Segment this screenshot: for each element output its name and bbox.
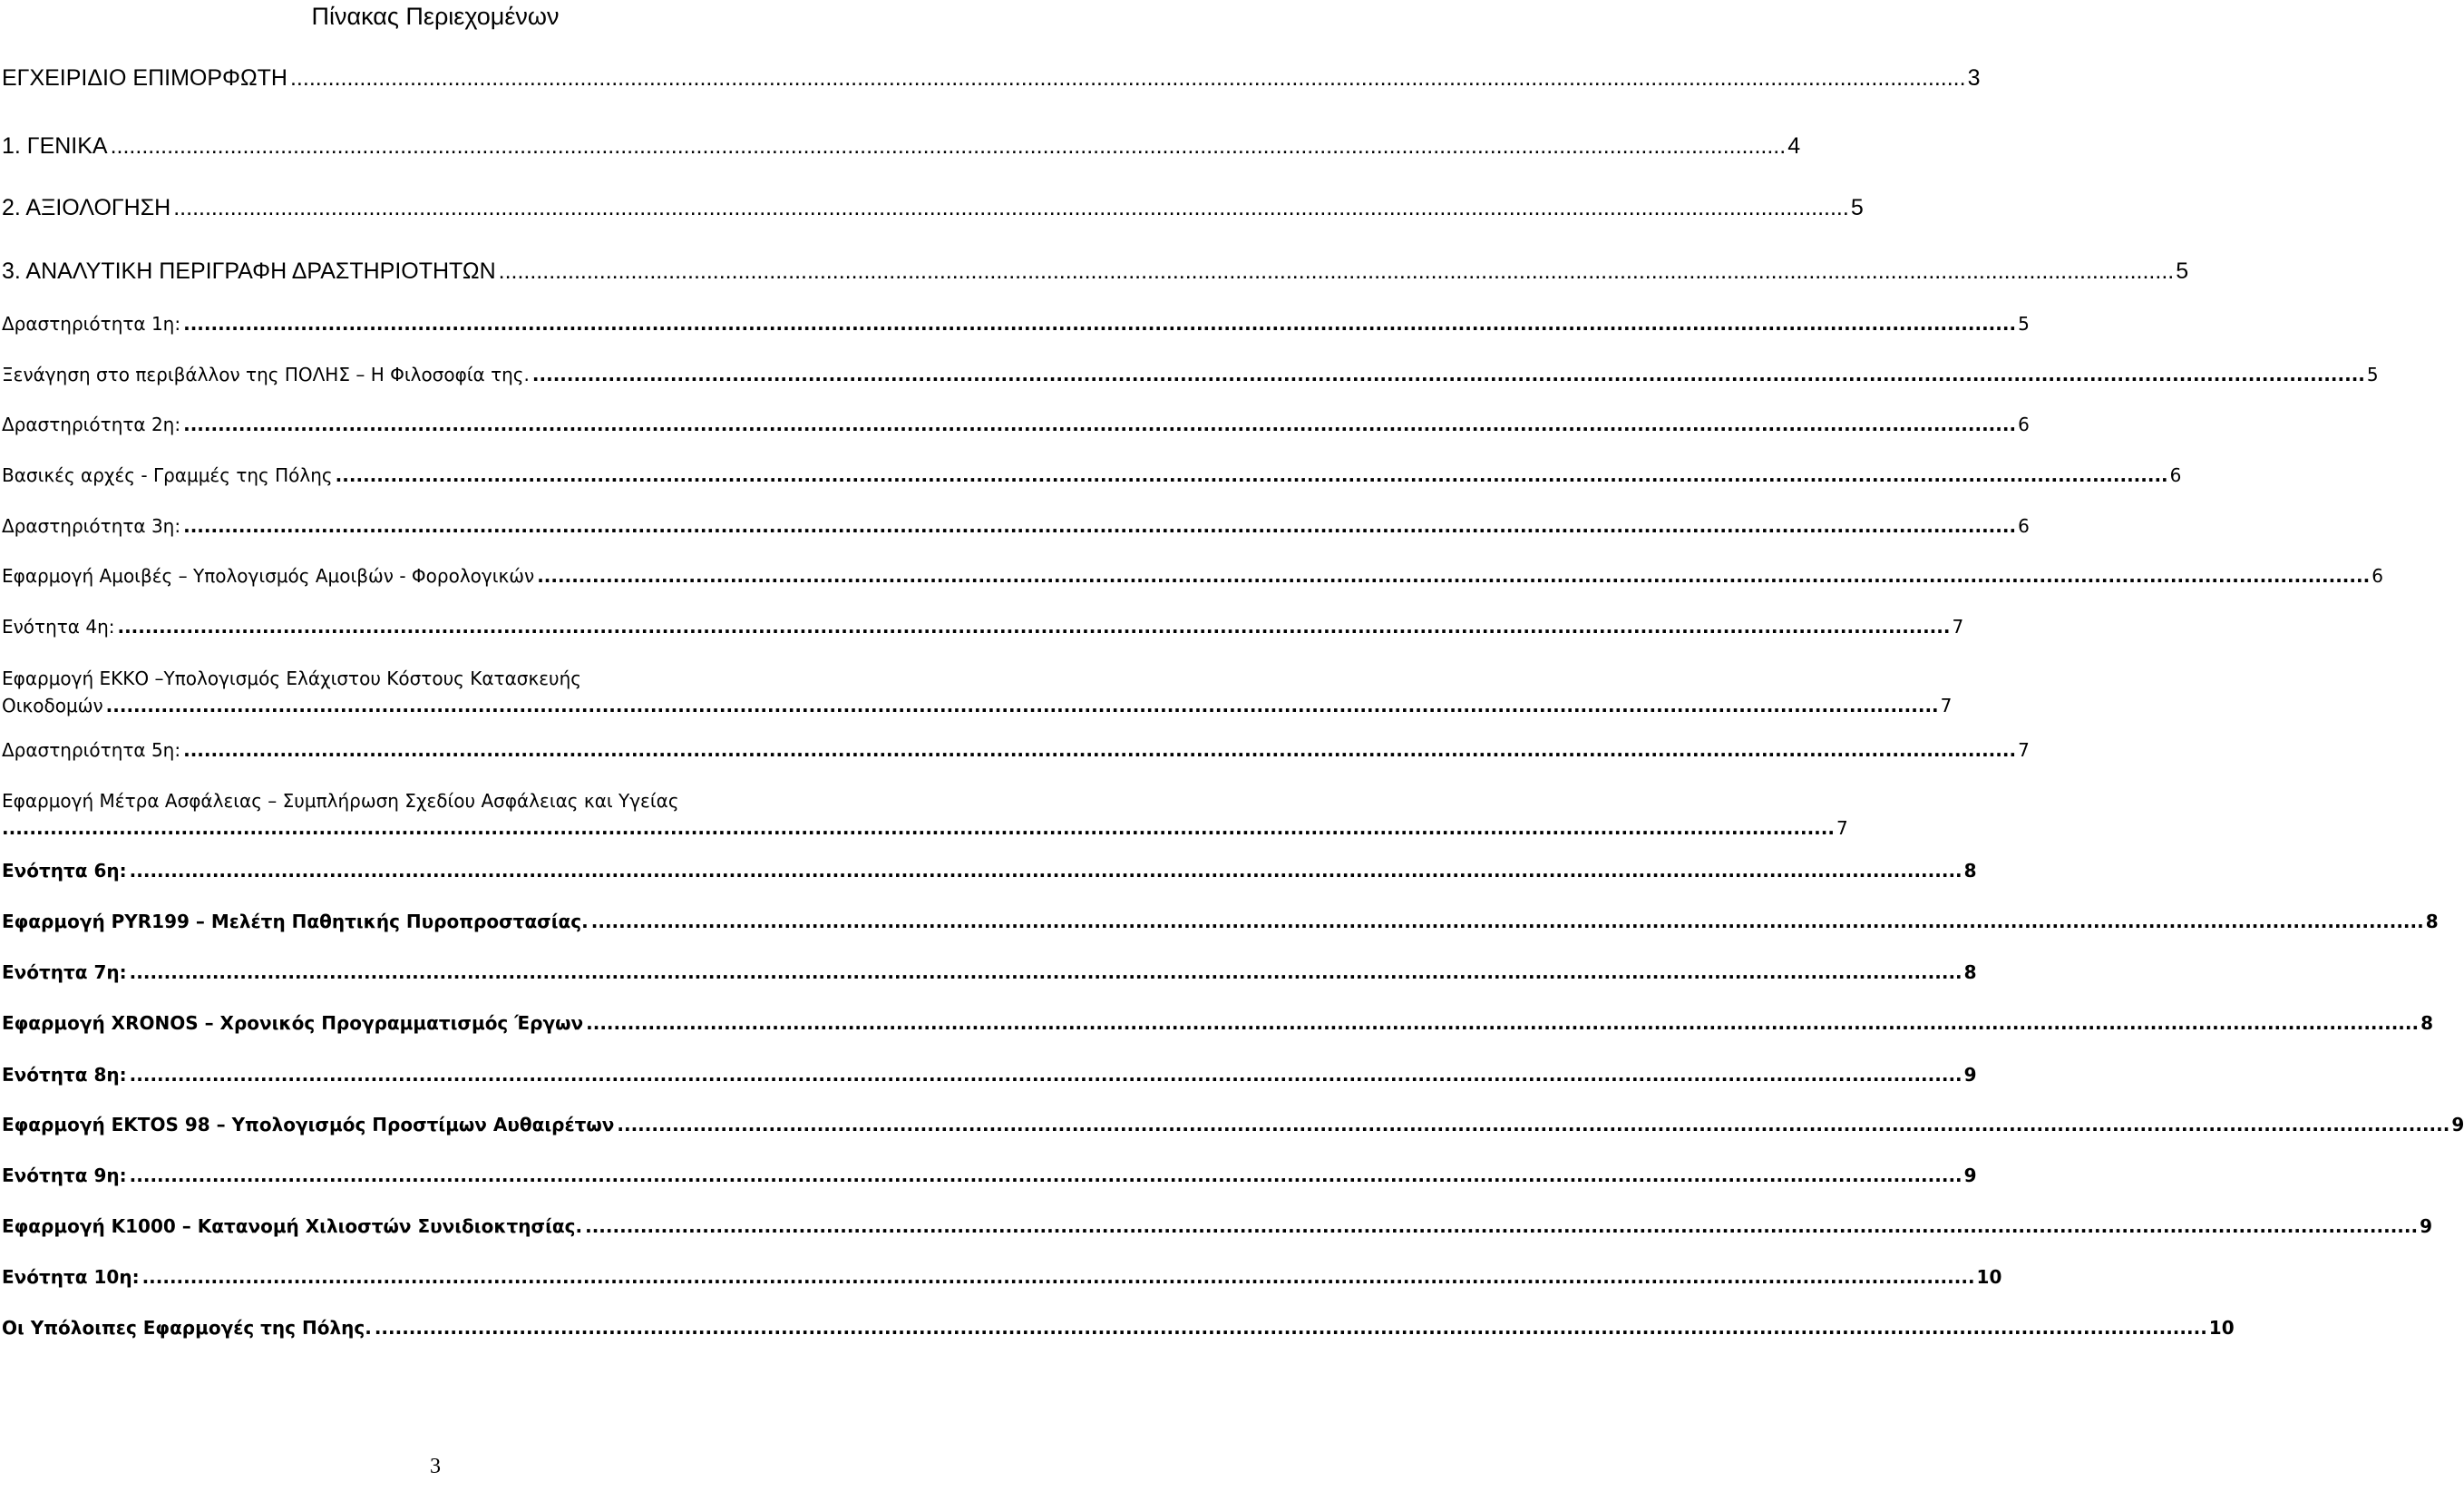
toc-entry-label: 2. ΑΞΙΟΛΟΓΗΣΗ	[2, 195, 171, 220]
toc-entry[interactable]	[2, 257, 2189, 286]
toc-entry[interactable]	[2, 736, 2030, 764]
toc-entry-page: 6	[2371, 565, 2383, 587]
toc-entry[interactable]	[2, 411, 2030, 438]
toc-entry[interactable]	[2, 462, 2182, 489]
toc-entry-page: 5	[2176, 258, 2189, 284]
toc-leader: ..........................................................................................................................................................................................................................................................................	[183, 739, 2017, 761]
toc-entry[interactable]	[2, 361, 2379, 388]
toc-entry[interactable]	[2, 857, 1977, 884]
toc-entry-label: Ενότητα 8η:	[2, 1064, 127, 1086]
toc-entry[interactable]	[2, 1314, 2235, 1341]
toc-entry[interactable]	[2, 1009, 2434, 1037]
toc-entry[interactable]	[2, 908, 2439, 935]
toc-entry-page: 5	[1850, 195, 1864, 220]
toc-entry-label: 1. ΓΕΝΙΚΑ	[2, 133, 108, 159]
toc-entry[interactable]	[2, 613, 1964, 640]
toc-entry-label: Εφαρμογή EKTOS 98 – Υπολογισμός Προστίμων Αυθαιρέτων	[2, 1114, 615, 1135]
toc-leader: ..........................................................................................................................................................................................................................................................................	[498, 258, 2175, 284]
toc-entry[interactable]	[2, 512, 2030, 540]
toc-leader: ..........................................................................................................................................................................................................................................................................	[585, 1215, 2419, 1237]
toc-entry-label: 3. ΑΝΑΛΥΤΙΚΗ ΠΕΡΙΓΡΑΦΗ ΔΡΑΣΤΗΡΙΟΤΗΤΩΝ	[2, 258, 496, 284]
toc-leader: ..........................................................................................................................................................................................................................................................................	[183, 313, 2017, 335]
toc-entry-label: Ενότητα 10η:	[2, 1266, 140, 1288]
toc-entry-page: 8	[2420, 1012, 2434, 1034]
toc-entry-page: 6	[2169, 464, 2182, 486]
toc-leader: ..........................................................................................................................................................................................................................................................................	[537, 565, 2371, 587]
toc-entry-page: 9	[2451, 1114, 2464, 1135]
toc-leader: ..........................................................................................................................................................................................................................................................................	[374, 1317, 2207, 1339]
toc-entry-page: 10	[1976, 1266, 2002, 1288]
toc-entry[interactable]	[2, 63, 1981, 93]
toc-leader: ..........................................................................................................................................................................................................................................................................	[141, 1266, 1975, 1288]
toc-leader: ..........................................................................................................................................................................................................................................................................	[289, 65, 1966, 91]
toc-entry-label: Ενότητα 9η:	[2, 1165, 127, 1186]
toc-leader: ..........................................................................................................................................................................................................................................................................	[590, 911, 2424, 932]
toc-entry-label: Ενότητα 7η:	[2, 961, 127, 983]
toc-entry[interactable]	[2, 1061, 1977, 1088]
toc-entry-label: Εφαρμογή PYR199 – Μελέτη Παθητικής Πυροπροστασίας.	[2, 911, 589, 932]
toc-entry-label: Εφαρμογή Αμοιβές – Υπολογισμός Αμοιβών - Φορολογικών	[2, 565, 535, 587]
toc-entry-label: Οι Υπόλοιπες Εφαρμογές της Πόλης.	[2, 1317, 372, 1339]
toc-leader: ..........................................................................................................................................................................................................................................................................	[183, 515, 2017, 537]
toc-leader: ..........................................................................................................................................................................................................................................................................	[617, 1114, 2450, 1135]
toc-entry-label: Εφαρμογή ΕΚΚΟ –Υπολογισμός Ελάχιστου Κόστους Κατασκευής	[2, 668, 582, 689]
toc-leader: ..........................................................................................................................................................................................................................................................................	[129, 1064, 1962, 1086]
toc-entry-page: 3	[1967, 65, 1981, 91]
toc-leader: ..........................................................................................................................................................................................................................................................................	[586, 1012, 2420, 1034]
toc-entry-label: Εφαρμογή Μέτρα Ασφάλειας – Συμπλήρωση Σχεδίου Ασφάλειας και Υγείας	[2, 790, 679, 812]
toc-entry-label: Εφαρμογή Κ1000 – Κατανομή Χιλιοστών Συνιδιοκτησίας.	[2, 1215, 583, 1237]
toc-entry[interactable]	[2, 310, 2030, 337]
toc-entry[interactable]	[2, 787, 1848, 842]
toc-entry-page: 10	[2208, 1317, 2235, 1339]
toc-leader: ..........................................................................................................................................................................................................................................................................	[335, 464, 2168, 486]
toc-entry-page: 6	[2018, 414, 2030, 435]
toc-entry-page: 4	[1787, 133, 1801, 159]
toc-entry[interactable]	[2, 1111, 2464, 1138]
toc-entry[interactable]	[2, 665, 1953, 719]
toc-leader: ..........................................................................................................................................................................................................................................................................	[2, 817, 1835, 839]
toc-entry-page: 8	[1963, 961, 1977, 983]
toc-entry-page: 7	[2018, 739, 2030, 761]
toc-leader: ..........................................................................................................................................................................................................................................................................	[117, 616, 1951, 638]
toc-entry-page: 9	[1963, 1064, 1977, 1086]
toc-entry-page: 9	[2420, 1215, 2433, 1237]
toc-leader: ..........................................................................................................................................................................................................................................................................	[531, 364, 2365, 385]
toc-leader: ..........................................................................................................................................................................................................................................................................	[129, 961, 1962, 983]
toc-entry-page: 5	[2018, 313, 2030, 335]
toc-entry[interactable]	[2, 1263, 2002, 1291]
toc-leader: ..........................................................................................................................................................................................................................................................................	[105, 695, 1939, 716]
toc-entry-label-continued: Οικοδομών	[2, 695, 103, 716]
toc-entry-label: Ξενάγηση στο περιβάλλον της ΠΟΛΗΣ – Η Φιλοσοφία της.	[2, 364, 530, 385]
toc-entry-page: 7	[1952, 616, 1964, 638]
page-number: 3	[430, 1455, 441, 1478]
toc-entry-label: Δραστηριότητα 5η:	[2, 739, 181, 761]
toc-entry-label: Εφαρμογή XRONOS – Χρονικός Προγραμματισμός Έργων	[2, 1012, 584, 1034]
toc-leader: ..........................................................................................................................................................................................................................................................................	[183, 414, 2017, 435]
toc-entry-page: 9	[1963, 1165, 1977, 1186]
toc-leader: ..........................................................................................................................................................................................................................................................................	[173, 195, 1849, 220]
toc-entry-page: 7	[1836, 817, 1848, 839]
toc-entry[interactable]	[2, 1162, 1977, 1189]
toc-entry-page: 7	[1940, 695, 1953, 716]
toc-leader: ..........................................................................................................................................................................................................................................................................	[129, 1165, 1962, 1186]
toc-entry-label: Ενότητα 6η:	[2, 860, 127, 882]
toc-entry[interactable]	[2, 959, 1977, 986]
toc-entry[interactable]	[2, 193, 1864, 222]
toc-entry-label: Δραστηριότητα 3η:	[2, 515, 181, 537]
toc-leader: ..........................................................................................................................................................................................................................................................................	[129, 860, 1962, 882]
toc-entry-page: 8	[1963, 860, 1977, 882]
toc-leader: ..........................................................................................................................................................................................................................................................................	[110, 133, 1787, 159]
toc-entry-label: Δραστηριότητα 1η:	[2, 313, 181, 335]
toc-entry-label: Ενότητα 4η:	[2, 616, 115, 638]
page-title: Πίνακας Περιεχομένων	[311, 3, 560, 30]
toc-entry-page: 5	[2366, 364, 2379, 385]
toc-entry-label: Δραστηριότητα 2η:	[2, 414, 181, 435]
toc-entry[interactable]	[2, 1213, 2433, 1240]
toc-entry-label: ΕΓΧΕΙΡΙΔΙΟ ΕΠΙΜΟΡΦΩΤΗ	[2, 65, 287, 91]
toc-entry-page: 8	[2425, 911, 2439, 932]
toc-entry-page: 6	[2018, 515, 2030, 537]
toc-entry-label: Βασικές αρχές - Γραμμές της Πόλης	[2, 464, 333, 486]
toc-entry[interactable]	[2, 562, 2383, 590]
toc-entry[interactable]	[2, 132, 1801, 161]
